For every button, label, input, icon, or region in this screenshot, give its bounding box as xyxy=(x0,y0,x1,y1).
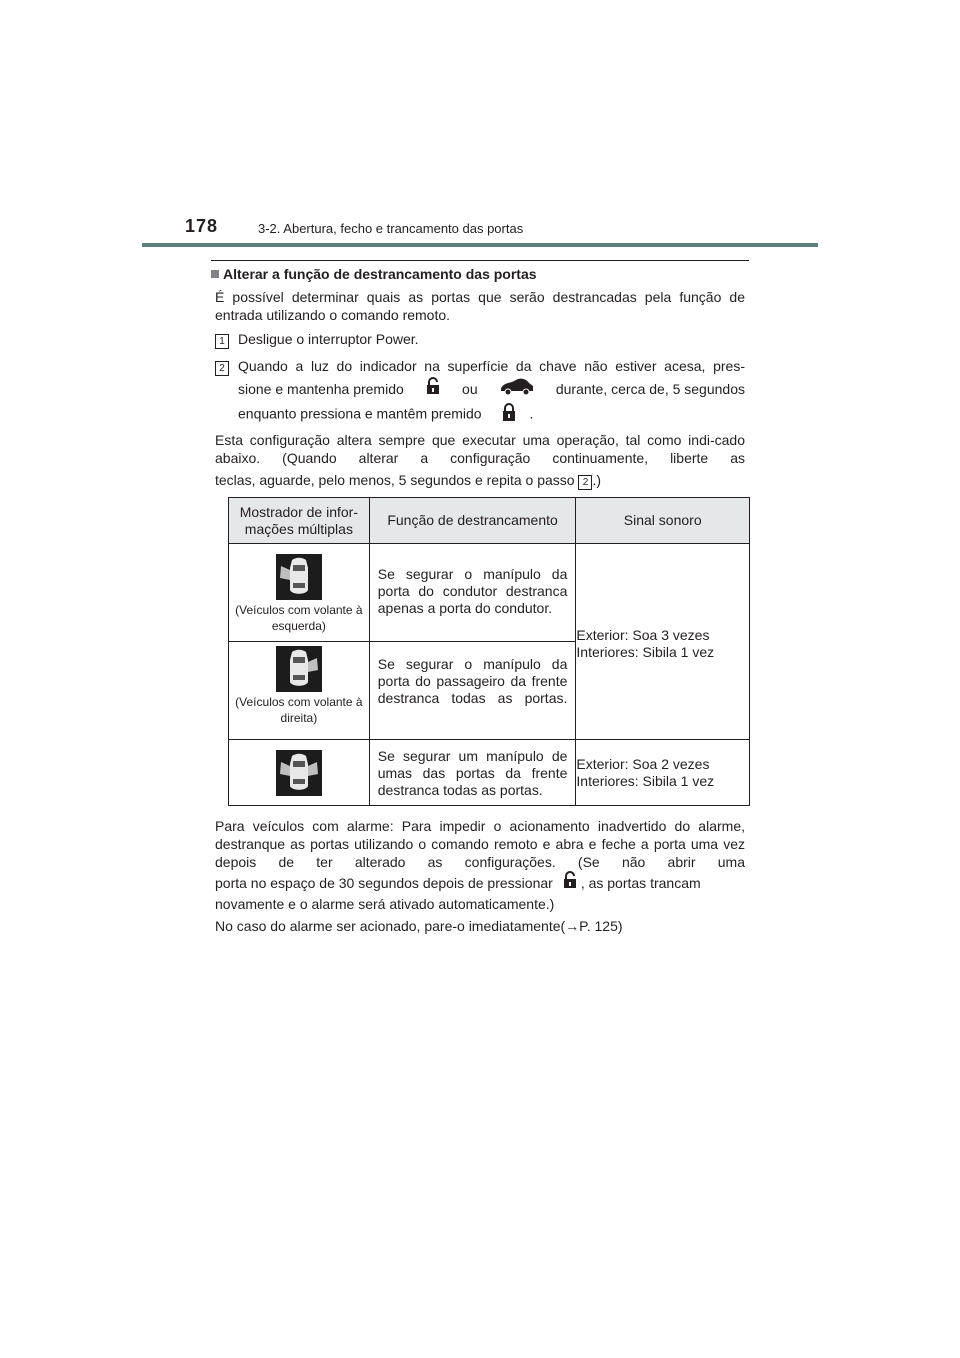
unlock-settings-table xyxy=(228,497,750,806)
passenger-door-open-display-icon xyxy=(276,646,322,692)
display-cell: (Veículos com volante à esquerda) xyxy=(229,544,370,642)
display-cell xyxy=(229,740,370,806)
unlock-icon xyxy=(563,871,577,895)
step-2-line-3: enquanto pressiona e mantêm premido . xyxy=(238,402,745,424)
column-header-display: Mostrador de infor-mações múltiplas xyxy=(229,498,370,544)
step-2-marker: 2 xyxy=(215,358,229,376)
final-note: No caso do alarme ser acionado, pare-o imediatamente(→P. 125) xyxy=(215,918,623,934)
step-1-text: Desligue o interruptor Power. xyxy=(238,331,419,347)
sound-cell: Exterior: Soa 3 vezes Interiores: Sibila 1 vez xyxy=(576,544,750,740)
intro-paragraph: É possível determinar quais as portas que serão destrancadas pela função de entrada utilizando o comando remoto. xyxy=(215,289,745,323)
lock-icon xyxy=(426,377,440,401)
header-divider xyxy=(142,243,818,247)
table-row xyxy=(229,740,750,806)
alarm-note: Para veículos com alarme: Para impedir o acionamento inadvertido do alarme, destranque as portas utilizando o comando remoto e abra e feche a porta uma vez depois de ter alterado as configurações. (Se não abrir uma xyxy=(215,818,745,870)
step-reference-2: 2 xyxy=(578,475,592,490)
config-note: Esta configuração altera sempre que executar uma operação, tal como indi-cado abaixo. (Quando alterar a configuração continuamente, liberte as xyxy=(215,432,745,466)
both-front-doors-open-display-icon xyxy=(276,750,322,796)
table-row xyxy=(229,544,750,642)
function-cell: Se segurar o manípulo da porta do passageiro da frente destranca todas as portas. xyxy=(369,642,576,740)
sound-cell: Exterior: Soa 2 vezes Interiores: Sibila 1 vez xyxy=(576,740,750,806)
function-cell: Se segurar o manípulo da porta do condutor destranca apenas a porta do condutor. xyxy=(369,544,576,642)
column-header-function: Função de destrancamento xyxy=(369,498,576,544)
subsection-heading: Alterar a função de destrancamento das portas xyxy=(211,266,537,282)
trunk-car-icon xyxy=(500,376,534,402)
config-note-last-line: teclas, aguarde, pelo menos, 5 segundos e repita o passo 2 .) xyxy=(215,472,602,488)
function-cell: Se segurar um manípulo de umas das portas da frente destranca todas as portas. xyxy=(369,740,576,806)
alarm-note-line: porta no espaço de 30 segundos depois de pressionar , as portas trancam xyxy=(215,872,745,894)
step-1-marker: 1 xyxy=(215,331,229,349)
alarm-note-end: novamente e o alarme será ativado automaticamente.) xyxy=(215,896,555,912)
step-2-line-1: Quando a luz do indicador na superfície da chave não estiver acesa, pres- xyxy=(238,358,745,374)
column-header-sound: Sinal sonoro xyxy=(576,498,750,544)
section-divider xyxy=(211,260,749,261)
driver-door-open-display-icon xyxy=(276,554,322,600)
step-2-line-2: sione e mantenha premido ou durante, cerca de, 5 segundos xyxy=(238,378,745,400)
section-title: 3-2. Abertura, fecho e trancamento das portas xyxy=(258,221,524,236)
page-number: 178 xyxy=(185,216,219,236)
lock-icon xyxy=(501,402,517,428)
bullet-square-icon xyxy=(211,270,219,278)
display-cell: (Veículos com volante à direita) xyxy=(229,642,370,740)
table-header-row xyxy=(229,498,750,544)
